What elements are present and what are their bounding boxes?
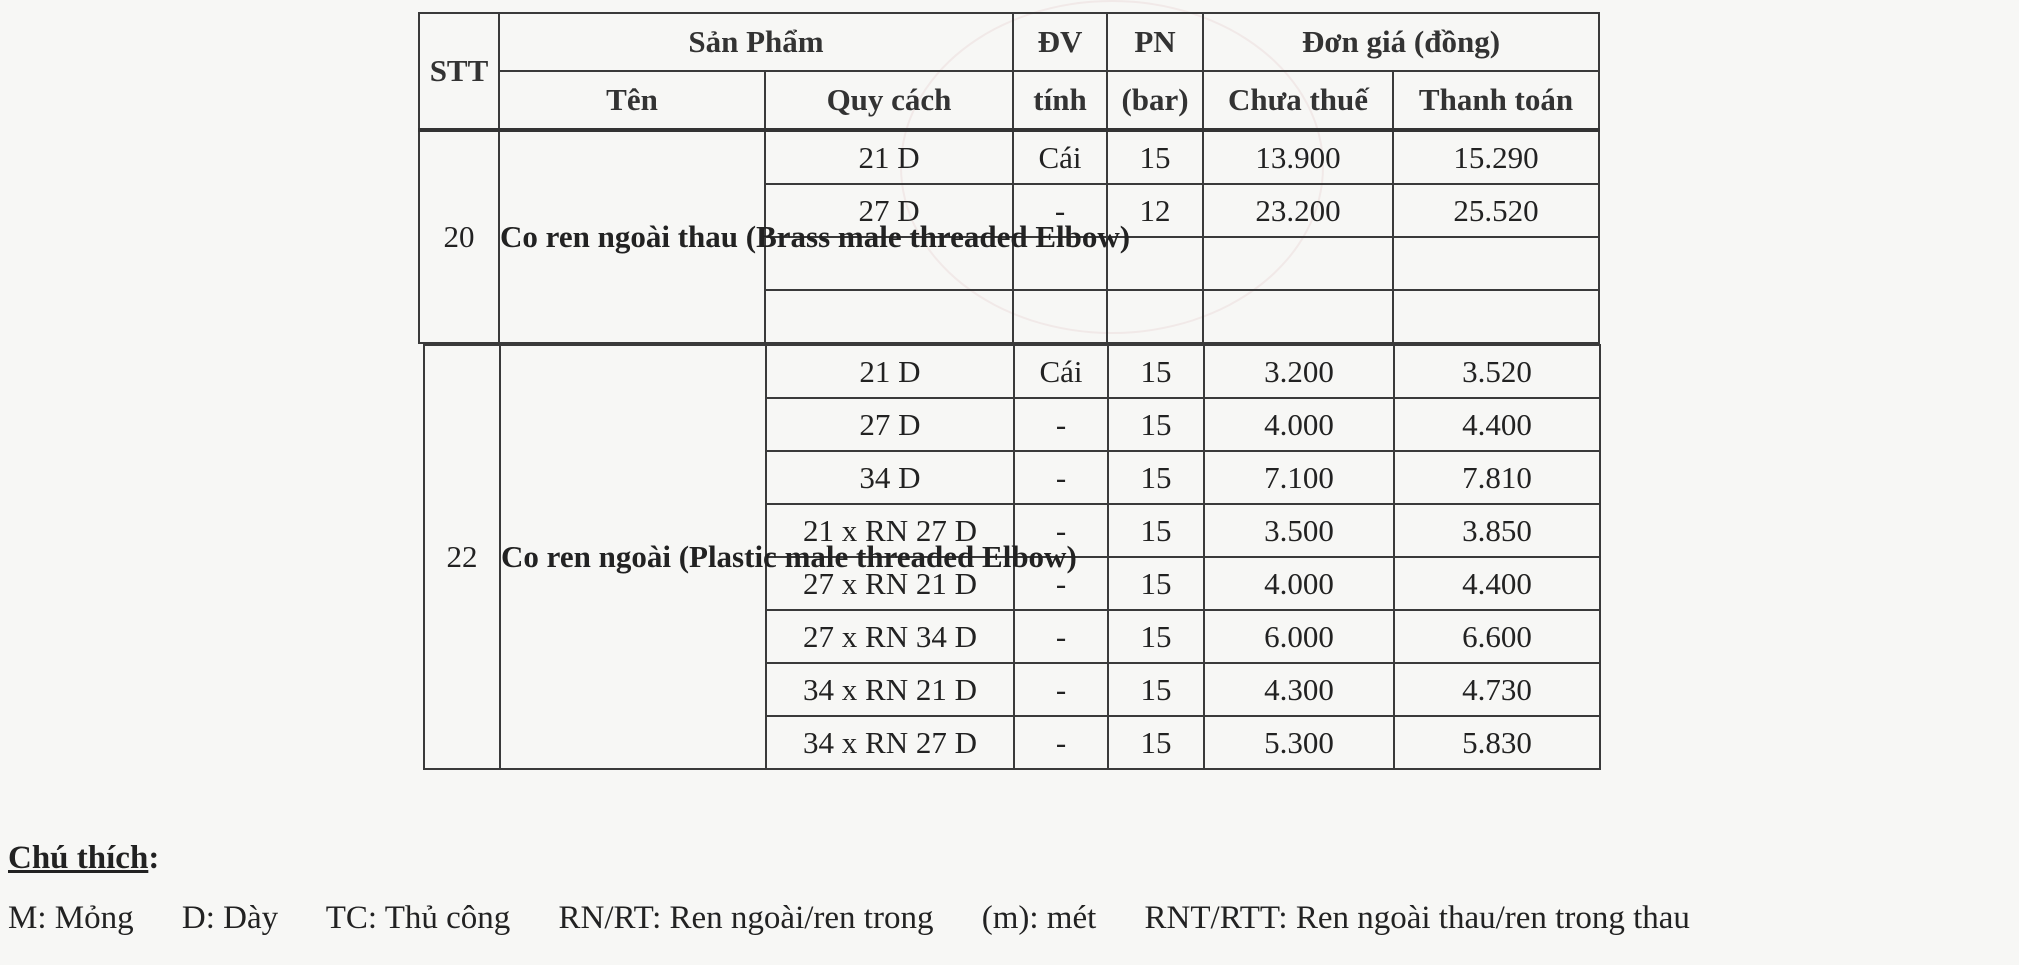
total-cell: 4.400: [1394, 398, 1600, 451]
pre-tax-cell: 4.300: [1204, 663, 1394, 716]
spec-cell: 21 D: [766, 345, 1014, 398]
pre-tax-cell: 23.200: [1203, 184, 1393, 237]
spec-cell: 27 x RN 21 D: [766, 557, 1014, 610]
legend-item: TC: Thủ công: [325, 900, 511, 936]
unit-cell: -: [1014, 663, 1108, 716]
header-don-gia: Đơn giá (đồng): [1203, 13, 1599, 71]
pn-cell: 15: [1108, 504, 1204, 557]
total-cell: 25.520: [1393, 184, 1599, 237]
header-thanh-toan: Thanh toán: [1393, 71, 1599, 130]
legend-item: RNT/RTT: Ren ngoài thau/ren trong thau: [1144, 900, 1690, 936]
pn-cell: 15: [1108, 398, 1204, 451]
legend-line: [8, 900, 1690, 937]
legend-item: D: Dày: [181, 900, 279, 936]
total-cell: 3.850: [1394, 504, 1600, 557]
header-ten: Tên: [499, 71, 765, 130]
pn-cell: 15: [1107, 130, 1203, 184]
unit-cell: -: [1014, 451, 1108, 504]
pre-tax-cell: 3.500: [1204, 504, 1394, 557]
unit-cell: -: [1014, 504, 1108, 557]
pn-cell: 12: [1107, 184, 1203, 237]
notes-heading: [8, 840, 159, 877]
group-20-name: Co ren ngoài thau (Brass male threaded Elbow): [499, 130, 765, 343]
unit-cell: Cái: [1014, 345, 1108, 398]
unit-cell: Cái: [1013, 130, 1107, 184]
spec-cell: 34 x RN 21 D: [766, 663, 1014, 716]
pn-cell: 15: [1108, 557, 1204, 610]
notes-title: Chú thích: [8, 840, 149, 876]
price-table-upper: [418, 12, 1600, 344]
unit-cell: -: [1014, 557, 1108, 610]
pre-tax-cell: 4.000: [1204, 557, 1394, 610]
unit-cell: -: [1013, 184, 1107, 237]
pn-cell: 15: [1108, 610, 1204, 663]
total-cell: 15.290: [1393, 130, 1599, 184]
pre-tax-cell: 4.000: [1204, 398, 1394, 451]
unit-cell: -: [1014, 398, 1108, 451]
group-22-stt: 22: [424, 345, 500, 769]
spec-cell: 27 D: [766, 398, 1014, 451]
spec-cell: 34 x RN 27 D: [766, 716, 1014, 769]
total-cell: 7.810: [1394, 451, 1600, 504]
price-table-lower: [423, 344, 1601, 770]
spec-cell: 21 D: [765, 130, 1013, 184]
pn-cell: 15: [1108, 716, 1204, 769]
pn-cell: 15: [1108, 345, 1204, 398]
spec-cell: 21 x RN 27 D: [766, 504, 1014, 557]
spec-cell: 27 x RN 34 D: [766, 610, 1014, 663]
total-cell: 3.520: [1394, 345, 1600, 398]
header-san-pham: Sản Phẩm: [499, 13, 1013, 71]
spec-cell: 27 D: [765, 184, 1013, 237]
pre-tax-cell: 6.000: [1204, 610, 1394, 663]
unit-cell: -: [1014, 610, 1108, 663]
spec-cell: 34 D: [766, 451, 1014, 504]
pn-cell: 15: [1108, 663, 1204, 716]
total-cell: 4.400: [1394, 557, 1600, 610]
header-quy-cach: Quy cách: [765, 71, 1013, 130]
pre-tax-cell: 13.900: [1203, 130, 1393, 184]
table-row: [424, 345, 1600, 398]
header-stt: STT: [419, 13, 499, 130]
header-dv: ĐV: [1013, 13, 1107, 71]
header-chua-thue: Chưa thuế: [1203, 71, 1393, 130]
header-pn: PN: [1107, 13, 1203, 71]
legend-item: M: Mỏng: [8, 900, 134, 936]
pre-tax-cell: 7.100: [1204, 451, 1394, 504]
group-22-name: Co ren ngoài (Plastic male threaded Elbow): [500, 345, 766, 769]
group-20-stt: 20: [419, 130, 499, 343]
pn-cell: 15: [1108, 451, 1204, 504]
header-tinh: tính: [1013, 71, 1107, 130]
header-bar: (bar): [1107, 71, 1203, 130]
legend-item: (m): mét: [981, 900, 1097, 936]
unit-cell: -: [1014, 716, 1108, 769]
total-cell: 6.600: [1394, 610, 1600, 663]
notes-colon: :: [148, 840, 160, 876]
pre-tax-cell: 5.300: [1204, 716, 1394, 769]
legend-item: RN/RT: Ren ngoài/ren trong: [558, 900, 934, 936]
total-cell: 4.730: [1394, 663, 1600, 716]
pre-tax-cell: 3.200: [1204, 345, 1394, 398]
table-row: [419, 130, 1599, 184]
total-cell: 5.830: [1394, 716, 1600, 769]
